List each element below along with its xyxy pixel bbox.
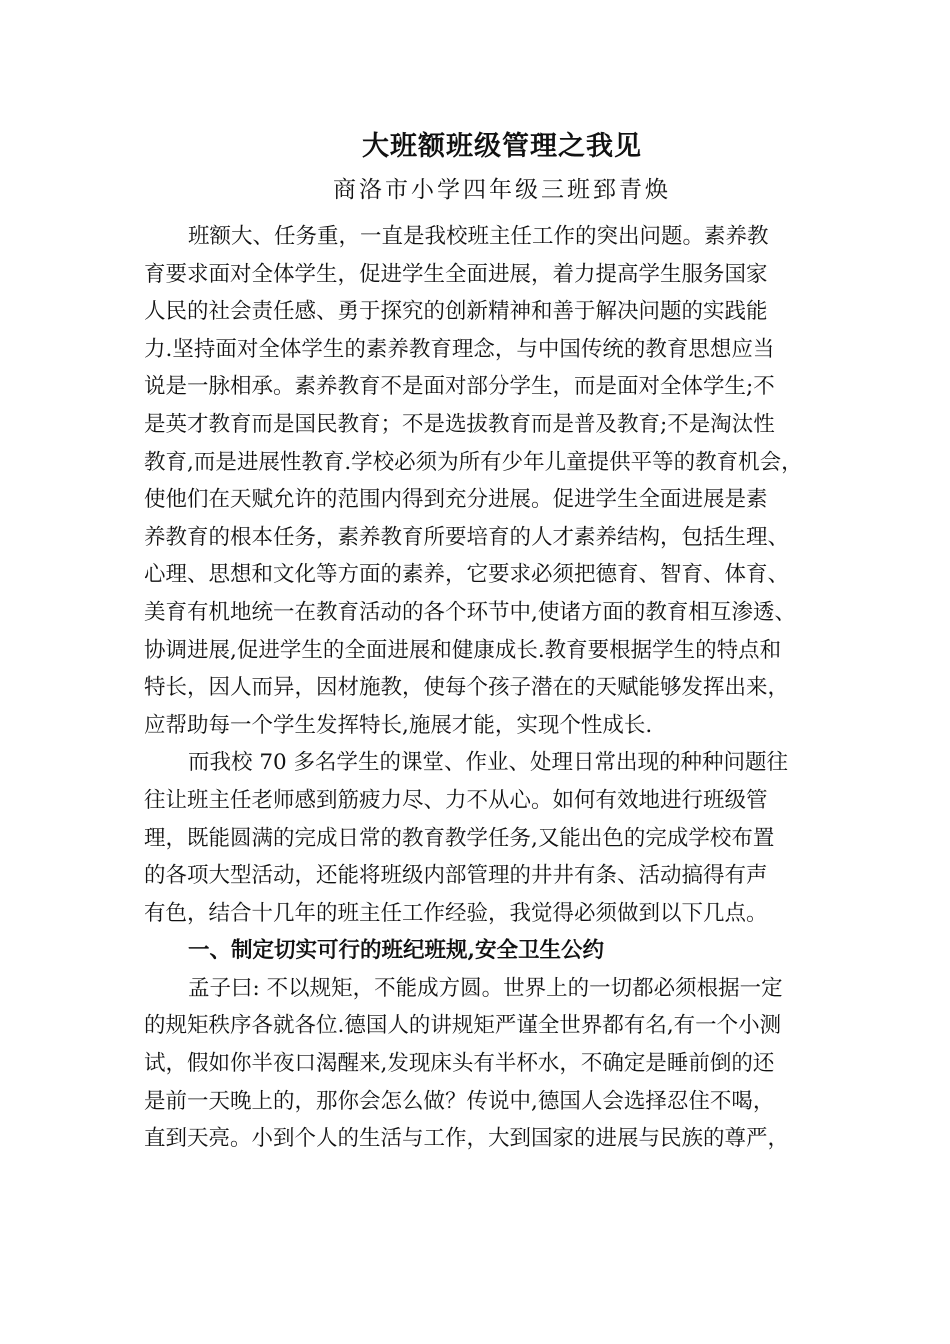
author-byline: 商洛市小学四年级三班郅青焕 [333, 177, 671, 203]
paragraph-2: 而我校 70 多名学生的课堂、作业、处理日常出现的种种问题往 往让班主任老师感到筋疲力尽、力不从心。如何有效地进行班级管 理，既能圆满的完成日常的教育教学任务,又能出色的完成学校布置 的各项大型活动，还能将班级内部管理的井井有条、活动搞得有声 有色，结合十几年的班主任工作经验，我觉得必须做到以下几点。 [144, 750, 789, 926]
document-body [144, 124, 824, 1158]
document-title: 大班额班级管理之我见 [362, 131, 642, 162]
section-heading-1: 一、制定切实可行的班纪班规,安全卫生公约 [188, 938, 604, 964]
paragraph-3: 孟子曰: 不以规矩，不能成方圆。世界上的一切都必须根据一定 的规矩秩序各就各位.德国人的讲规矩严谨全世界都有名,有一个小测 试，假如你半夜口渴醒来,发现床头有半杯水，不确定是睡前倒的还 是前一天晚上的，那你会怎么做？传说中,德国人会选择忍住不喝， 直到天亮。小到个人的生活与工作，大到国家的进展与民族的尊严， [144, 975, 790, 1152]
paragraph-1: 班额大、任务重，一直是我校班主任工作的突出问题。素养教 育要求面对全体学生，促进学生全面进展，着力提高学生服务国家 人民的社会责任感、勇于探究的创新精神和善于解决问题的实践能 力.坚持面对全体学生的素养教育理念，与中国传统的教育思想应当 说是一脉相承。素养教育不是面对部分学生，而是面对全体学生;不 是英才教育而是国民教育；不是选拔教育而是普及教育;不是淘汰性 教育,而是进展性教育.学校必须为所有少年儿童提供平等的教育机会， 使他们在天赋允许的范围内得到充分进展。促进学生全面进展是素 养教育的根本任务，素养教育所要培育的人才素养结构，包括生理、 心理、思想和文化等方面的素养，它要求必须把德育、智育、体育、 美育有机地统一在教育活动的各个环节中,使诸方面的教育相互渗透、 协调进展,促进学生的全面进展和健康成长.教育要根据学生的特点和 特长，因人而异，因材施教，使每个孩子潜在的天赋能够发挥出来， 应帮助每一个学生发挥特长,施展才能，实现个性成长. [144, 224, 803, 738]
